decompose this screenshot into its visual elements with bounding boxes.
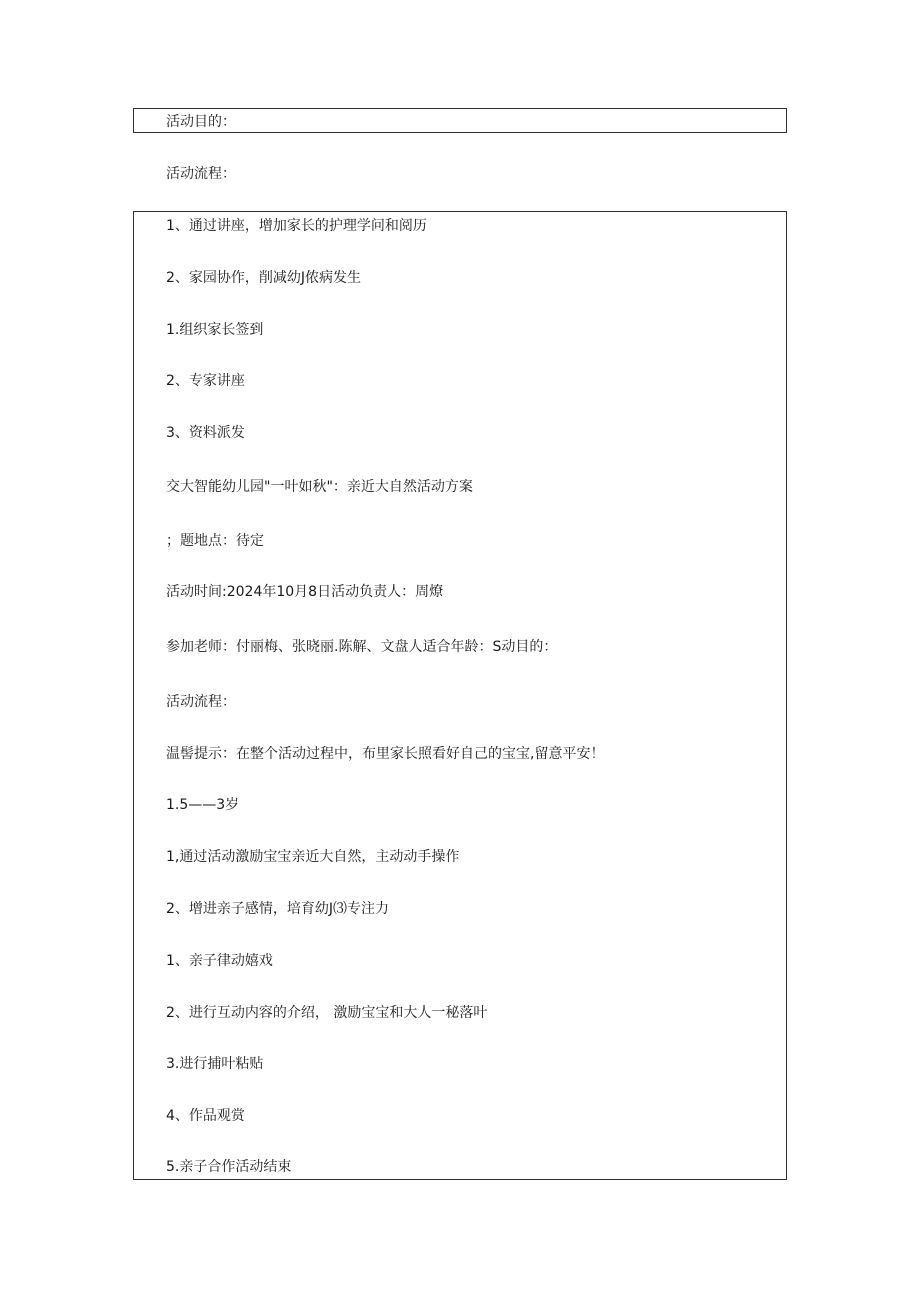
- list-item: 1.组织家长签到: [166, 322, 264, 338]
- list-item: 1,通过活动激励宝宝亲近大自然，主动动手操作: [166, 849, 460, 865]
- list-item: 3、资料派发: [166, 425, 245, 441]
- list-item: 1、亲子律动嬉戏: [166, 953, 273, 969]
- list-item: 3.进行捕叶粘贴: [166, 1056, 264, 1072]
- location-line: ；题地点：待定: [166, 533, 264, 549]
- flow-label: 活动流程：: [166, 166, 236, 182]
- time-line: 活动时间:2024年10月8日活动负责人：周燎: [166, 584, 444, 600]
- teachers-line: 参加老师：付丽梅、张晓丽.陈解、文盘人适合年龄：S动目的：: [166, 639, 558, 655]
- reminder-line: 温髻提示：在整个活动过程中，布里家长照看好自己的宝宝,留意平安！: [166, 746, 605, 762]
- list-item: 1、通过讲座，增加家长的护理学问和阅历: [166, 218, 427, 234]
- list-item: 2、家园协作，削减幼J侬病发生: [166, 270, 362, 286]
- goal-label: 活动目的：: [166, 114, 236, 130]
- flow-line: 活动流程：: [166, 694, 236, 710]
- list-item: 2、专家讲座: [166, 373, 245, 389]
- list-item: 5.亲子合作活动结束: [166, 1159, 292, 1175]
- plan-title: 交大智能幼儿园"一叶如秋"：亲近大自然活动方案: [166, 479, 473, 495]
- list-item: 4、作品观赏: [166, 1108, 245, 1124]
- list-item: 2、进行互动内容的介绍， 激励宝宝和大人一秘落叶: [166, 1005, 488, 1021]
- age-line: 1.5——3岁: [166, 797, 240, 813]
- list-item: 2、增进亲子感情，培育幼J⑶专注力: [166, 901, 390, 917]
